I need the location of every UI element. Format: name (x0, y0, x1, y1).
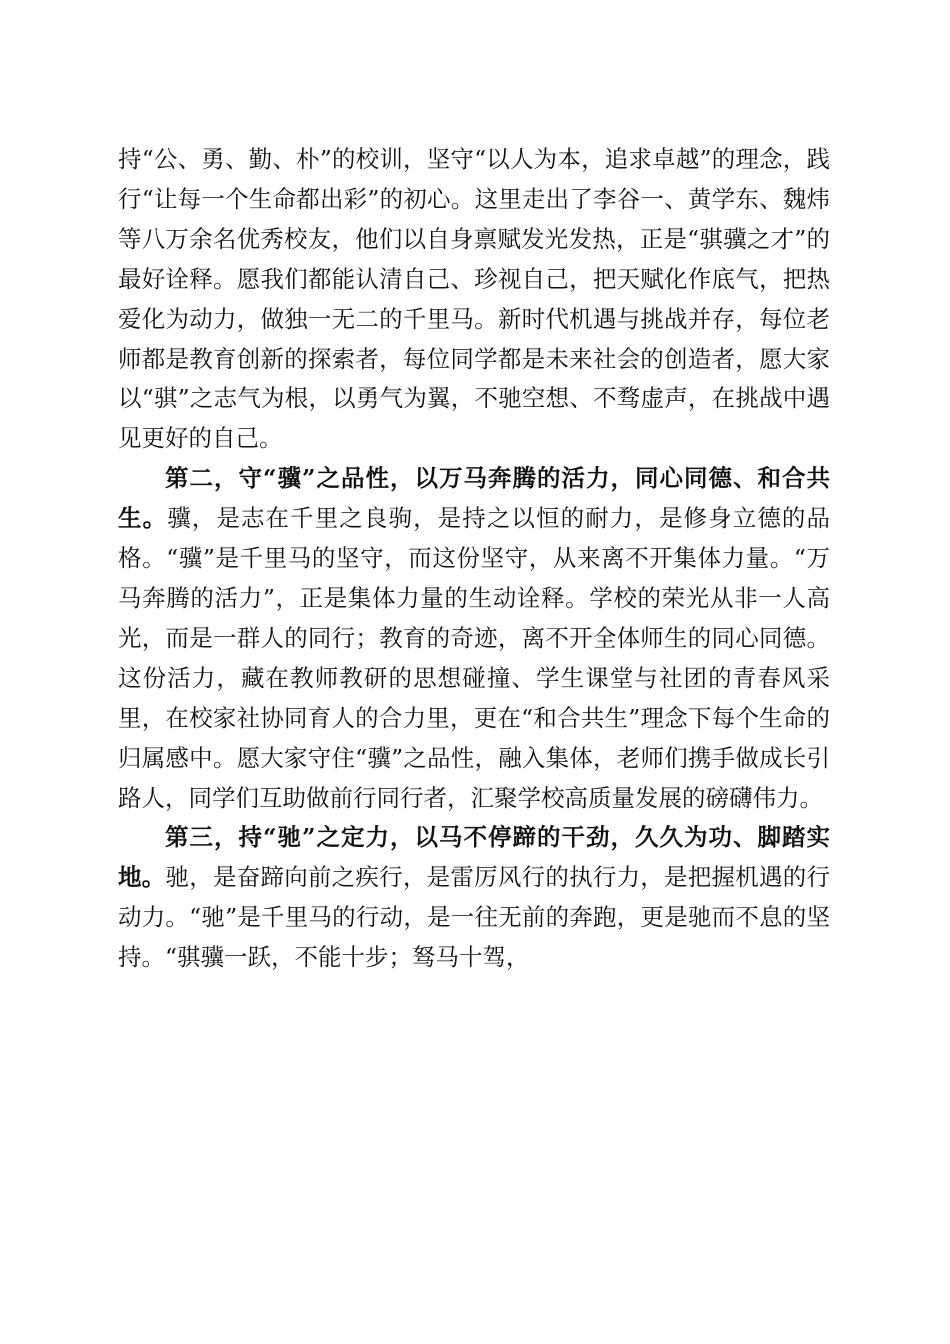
paragraph-heading: 第二，守“骥”之品性，以万马奔腾的活力，同心同德、和合共生。 (118, 464, 830, 533)
paragraph-body: 骥，是志在千里之良驹，是持之以恒的耐力，是修身立德的品格。“骥”是千里马的坚守，而这份坚守，从来离不开集体力量。“万马奔腾的活力”，正是集体力量的生动诠释。学校的荣光从非一人高光，而是一群人的同行；教育的奇迹，离不开全体师生的同心同德。这份活力，藏在教师教研的思想碰撞、学生课堂与社团的青春风采里，在校家社协同育人的合力里，更在“和合共生”理念下每个生命的归属感中。愿大家守住“骥”之品性，融入集体，老师们携手做成长引路人，同学们互助做前行同行者，汇聚学校高质量发展的磅礴伟力。 (118, 504, 831, 812)
paragraph-body: 驰，是奋蹄向前之疾行，是雷厉风行的执行力，是把握机遇的行动力。“驰”是千里马的行动，是一往无前的奔跑，更是驰而不息的坚持。“骐骥一跃，不能十步；驽马十驾， (118, 863, 831, 972)
paragraph-second-point (118, 459, 830, 818)
paragraph-body: 持“公、勇、勤、朴”的校训，坚守“以人为本，追求卓越”的理念，践行“让每一个生命都出彩”的初心。这里走出了李谷一、黄学东、魏炜等八万余名优秀校友，他们以自身禀赋发光发热，正是“骐骥之才”的最好诠释。愿我们都能认清自己、珍视自己，把天赋化作底气，把热爱化为动力，做独一无二的千里马。新时代机遇与挑战并存，每位老师都是教育创新的探索者，每位同学都是未来社会的创造者，愿大家以“骐”之志气为根，以勇气为翼，不驰空想、不骛虚声，在挑战中遇见更好的自己。 (118, 145, 830, 453)
paragraph-heading: 第三，持“驰”之定力，以马不停蹄的干劲，久久为功、脚踏实地。 (118, 823, 830, 892)
paragraph-continued (118, 140, 830, 459)
body-text (118, 140, 830, 978)
paragraph-third-point (118, 818, 830, 978)
